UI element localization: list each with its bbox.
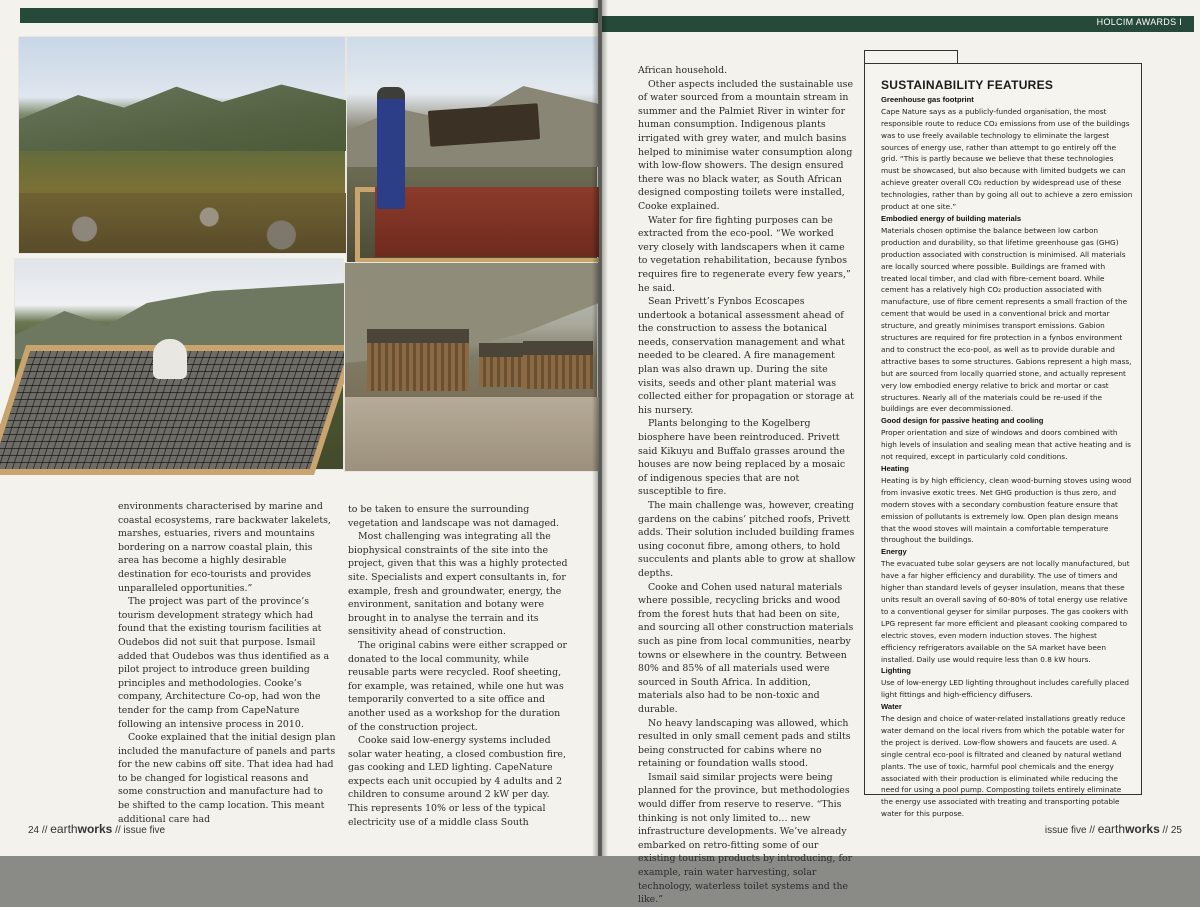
page-gutter	[592, 0, 608, 856]
photo-timber-cabins	[344, 262, 598, 472]
page-number: 24	[28, 825, 40, 836]
paragraph: Cooke said low-energy systems included solar water heating, a closed combustion fire, gas cooking and LED lighting. CapeNature expects each unit occupied by 4 adults and 2 children to consume around 2 kW per day. This represents 10% or less of the typical electricity use of a middle class South	[348, 735, 566, 828]
paragraph: Water for fire fighting purposes can be extracted from the eco-pool. “We worked very closely with landscapers when it came to vegetation rehabilitation, because fynbos requires fire to regenerate every few years,” he said.	[638, 214, 851, 294]
sidebar-text: Cape Nature says as a publicly-funded organisation, the most responsible route to reduce CO₂ emissions from use of the buildings was to use freely available technology to eliminate the largest sources of energy use, rather than attempt to go entirely off the grid. “This is partly because we believe that these technologies must be showcased, but also because with limited budgets we can achieve greater overall CO₂ reduction by widespread use of these technologies, rather than by going all out to achieve a zero emission product at one site.”	[881, 106, 1133, 212]
sidebar-heading: Heating	[881, 464, 909, 473]
brand-bold: works	[77, 822, 113, 836]
paragraph: to be taken to ensure the surrounding vegetation and landscape was not damaged.	[348, 504, 560, 529]
article-column-left-2	[348, 503, 570, 829]
sidebar-text: The evacuated tube solar geysers are not locally manufactured, but have a far higher efficiency and durability. The use of timers and higher than standard levels of geyser insulation, means that these units result an overall saving of 60-80% of total energy use relative to a conventional geyser for similar purposes. The gas cookers with LPG represent far more efficient and pleasant cooking compared to electric stoves, even modern induction stoves. The highest efficiency refrigerators available on the SA market have been installed. Daily use would require less than 0.8 kW hours.	[881, 559, 1130, 664]
sidebar-heading: Greenhouse gas footprint	[881, 94, 974, 104]
photo-cabin	[523, 341, 593, 389]
paragraph: The original cabins were either scrapped or donated to the local community, while reusable parts were recycled. Roof sheeting, for example, was retained, while one hut was temporarily converted to a site office and another used as a workshop for the duration of the construction project.	[348, 639, 567, 733]
paragraph: The project was part of the province’s tourism development strategy which had found that the existing tourism facilities at Oudebos did not suit that purpose. Ismail added that Oudebos was thus identified as a pilot project to introduce green building principles and methodologies. Cooke’s company, Architecture Co-op, had won the tender for the camp from CapeNature following an intensive process in 2010.	[118, 596, 330, 730]
article-column-right-1	[638, 64, 856, 907]
footer-right	[1045, 822, 1182, 836]
paragraph: Most challenging was integrating all the biophysical constraints of the site into the project, given that this was a highly protected site. Specialists and expert consultants in, for example, fresh and groundwater, energy, the environment, sanitation and botany were brought in to analyse the terrain and its sensitivity ahead of construction.	[348, 531, 568, 638]
sidebar-text: Proper orientation and size of windows and doors combined with high levels of insulation and sealing mean that active heating and is not required, except in particularly cold conditions.	[881, 428, 1131, 462]
brand-logo	[50, 822, 112, 836]
paragraph: Cooke and Cohen used natural materials where possible, recycling bricks and wood from the forest huts that had been on site, and sourcing all other construction materials such as pine from local communities, nearby towns or elsewhere in the country. Between 80% and 85% of all materials used were sourced in South Africa. In addition, materials also had to be non-toxic and durable.	[638, 581, 854, 715]
sidebar-text: Materials chosen optimise the balance between low carbon production and durability, so that lifetime greenhouse gas (GHG) production associated with construction is minimised. All materials are locally sourced where possible. Buildings are framed with treated local timber, and clad with fibre-cement board. While cement has a relatively high CO₂ production associated with manufacture, use of fibre cement represents a small fraction of the cement that would be used in a conventional brick and mortar structure, and greatly minimises transport emissions. Gabion structures are required for fire protection in a fynbos environment and to construct the eco-pool, as well as to provide durable and attractive bases to some structures. Gabions represent a high mass, but are sourced from locally quarried stone, and actually represent very low embodied energy relative to brick and mortar or cast structures. Nearly all of the materials could be re-used if the buildings are ever decommissioned.	[881, 225, 1132, 414]
photo-rocky-foreground	[19, 193, 347, 253]
photo-cabin	[367, 329, 469, 391]
photo-mountain-ridge	[19, 81, 347, 151]
sidebar-heading: Energy	[881, 547, 907, 557]
sidebar-tab	[864, 50, 958, 64]
sidebar-text: Use of low-energy LED lighting throughout includes carefully placed light fittings and high-efficiency diffusers.	[881, 678, 1129, 700]
issue-label: issue five //	[1044, 825, 1095, 836]
header-bar	[602, 16, 1194, 32]
right-page	[602, 0, 1200, 906]
sidebar-title: SUSTAINABILITY FEATURES	[881, 78, 1054, 92]
footer-separator: //	[41, 825, 48, 836]
brand-logo	[1098, 822, 1160, 836]
paragraph: Plants belonging to the Kogelberg biosphere have been reintroduced. Privett said Kikuyu and Buffalo grasses around the houses are now being replaced by a mosaic of indigenous species that are not susceptible to fire.	[638, 418, 846, 498]
footer-separator: //	[1162, 825, 1169, 836]
photo-cabin	[479, 343, 525, 387]
issue-label: // issue five	[115, 825, 166, 836]
photo-mountain-valley	[18, 36, 346, 254]
paragraph: African household.	[638, 65, 728, 76]
sidebar-text: The design and choice of water-related installations greatly reduce water demand on the local rivers from which the potable water for the project is derived. Low-flow showers and faucets are used. A single central eco-pool is filtrated and cleaned by natural wetland plants. The use of toxic, harmful pool chemicals and the energy associated with their production is eliminated while reducing the need for using a pool pump. Composting toilets entirely eliminate the energy use associated with treating and transporting potable water for this purpose.	[881, 714, 1126, 819]
sidebar-heading: Good design for passive heating and cooling	[881, 416, 1044, 426]
header-bar	[20, 8, 598, 23]
brand-bold: works	[1125, 822, 1160, 836]
left-page	[0, 0, 598, 856]
photo-roof-grid-installation	[14, 258, 344, 470]
photo-panel	[428, 103, 540, 147]
sidebar-text: Heating is by high efficiency, clean wood-burning stoves using wood from invasive exotic trees. Net GHG production is thus zero, and modern stoves with a secondary combustion feature ensure that emission of pollutants is extremely low. Open plan design means that the wood stoves will maintain a comfortable temperature throughout the buildings.	[881, 475, 1132, 545]
paragraph: Other aspects included the sustainable use of water sourced from a mountain stream in summer and the Palmiet River in winter for human consumption. Indigenous plants irrigated with grey water, and mulch basins helped to minimise water consumption along with low-flow showers. The design ensured there was no black water, as South African designed composting toilets were installed, Cooke explained.	[638, 78, 854, 212]
paragraph: The main challenge was, however, creating gardens on the cabins’ pitched roofs, Privett adds. Their solution included building frames using coconut fibre, among others, to hold succulents and plants able to grow at shallow depths.	[638, 500, 856, 579]
sidebar-heading: Water	[881, 702, 902, 712]
photo-roof-soil	[375, 187, 599, 257]
sidebar-heading: Lighting	[881, 666, 911, 676]
paragraph: Cooke explained that the initial design plan included the manufacture of panels and parts for the new cabins off site. That idea had had to be changed for logistical reasons and some construction and manufacture had to be shifted to the camp location. This meant additional care had	[118, 732, 336, 825]
sustainability-sidebar	[864, 63, 1142, 819]
paragraph: Ismail said similar projects were being planned for the province, but methodologies would differ from reserve to reserve. “This thinking is not only limited to… new infrastructure developments. We’ve already embarked on retro-fitting some of our existing tourism products by introducing, for example, rain water harvesting, solar technology, waterless toilet systems and the like.”	[638, 771, 853, 906]
article-column-left-1	[118, 500, 336, 826]
footer-left	[28, 822, 165, 836]
photo-worker	[377, 87, 405, 209]
photo-ground	[345, 397, 599, 471]
paragraph: No heavy landscaping was allowed, which resulted in only small cement pads and stilts being constructed for cabins where no retaining or foundation walls stood.	[638, 717, 851, 770]
sidebar-heading: Embodied energy of building materials	[881, 213, 1022, 223]
paragraph: environments characterised by marine and coastal ecosystems, rare backwater lakelets, marshes, estuaries, rivers and mountains bordering on a narrow coastal plain, this area has become a highly desirable destination for eco-tourists and provides unparalleled opportunities.”	[118, 501, 331, 594]
paragraph: Sean Privett’s Fynbos Ecoscapes undertook a botanical assessment ahead of the construction to assess the botanical needs, conservation management and what needed to be cleared. A fire management plan was also drawn up. During the site visits, seeds and other plant material was collected either for propagation or storage at his nursery.	[638, 296, 854, 416]
brand-light: earth	[1097, 822, 1126, 836]
photo-worker-green-roof	[346, 36, 598, 264]
section-label: HOLCIM AWARDS I	[1096, 17, 1182, 27]
photo-worker	[153, 339, 187, 379]
page-number: 25	[1170, 825, 1182, 836]
brand-light: earth	[50, 822, 78, 836]
